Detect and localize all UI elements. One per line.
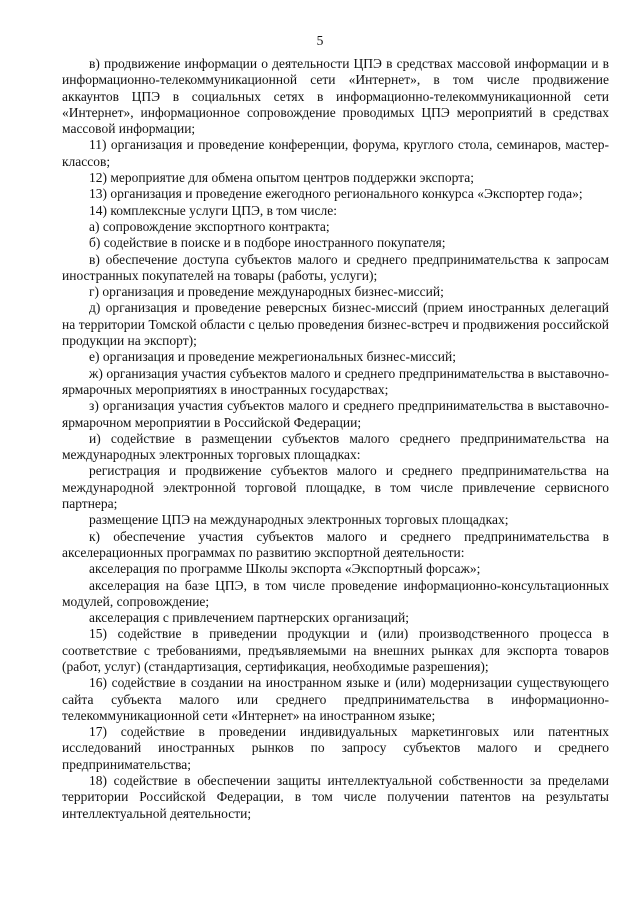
paragraph: д) организация и проведение реверсных бизнес-миссий (прием иностранных делегаций на территории Томской области с целью проведения бизнес-встреч и продвижения российской продукции на экспорт);	[62, 300, 609, 349]
paragraph: ж) организация участия субъектов малого и среднего предпринимательства в выставочно-ярмарочных мероприятиях в иностранных государствах;	[62, 365, 609, 397]
paragraph: акселерация с привлечением партнерских организаций;	[89, 610, 409, 626]
paragraph: 18) содействие в обеспечении защиты интеллектуальной собственности за пределами территории Российской Федерации, в том числе получении патентов на результаты интеллектуальной деятельности;	[62, 773, 609, 821]
paragraph: акселерация на базе ЦПЭ, в том числе проведение информационно-консультационных модулей, сопровождение;	[62, 577, 609, 609]
paragraph: размещение ЦПЭ на международных электронных торговых площадках;	[89, 512, 509, 528]
paragraph: з) организация участия субъектов малого и среднего предпринимательства в выставочно-ярмарочном мероприятии в Российской Федерации;	[62, 398, 609, 430]
paragraph: 15) содействие в приведении продукции и (или) производственного процесса в соответствие с требованиями, предъявляемыми на внешних рынках для экспорта товаров (работ, услуг) (стандартизация, сертификация, необходимые разрешения);	[62, 626, 609, 674]
paragraph: и) содействие в размещении субъектов малого среднего предпринимательства на международных электронных торговых площадках:	[62, 430, 609, 463]
page-number: 5	[316, 33, 324, 48]
paragraph: 16) содействие в создании на иностранном языке и (или) модернизации существующего сайта субъекта малого или среднего предпринимательства в информационно-телекоммуникационной сети «Интернет» на иностранном языке;	[62, 675, 609, 723]
paragraph: е) организация и проведение межрегиональных бизнес-миссий;	[89, 349, 456, 365]
document-body	[62, 56, 609, 822]
paragraph: а) сопровождение экспортного контракта;	[89, 218, 330, 234]
paragraph: б) содействие в поиске и в подборе иностранного покупателя;	[89, 235, 446, 251]
paragraph: в) продвижение информации о деятельности ЦПЭ в средствах массовой информации и в информационно-телекоммуникационной сети «Интернет», в том числе продвижение аккаунтов ЦПЭ в социальных сетях в информационно-телекоммуникационной сети «Интернет», информационное сопровождение проводимых ЦПЭ мероприятий в средствах массовой информации;	[62, 56, 609, 137]
paragraph: 17) содействие в проведении индивидуальных маркетинговых или патентных исследований иностранных рынков по запросу субъектов малого и среднего предпринимательства;	[62, 724, 609, 772]
paragraph: к) обеспечение участия субъектов малого и среднего предпринимательства в акселерационных программах по развитию экспортной деятельности:	[62, 528, 609, 560]
paragraph: регистрация и продвижение субъектов малого и среднего предпринимательства на международной электронной торговой площадке, в том числе привлечение сервисного партнера;	[62, 463, 609, 512]
paragraph: 11) организация и проведение конференции, форума, круглого стола, семинаров, мастер-классов;	[62, 137, 609, 169]
paragraph: в) обеспечение доступа субъектов малого и среднего предпринимательства к запросам иностранных покупателей на товары (работы, услуги);	[62, 251, 609, 283]
paragraph: 12) мероприятие для обмена опытом центров поддержки экспорта;	[89, 170, 474, 186]
paragraph: 14) комплексные услуги ЦПЭ, в том числе:	[89, 202, 338, 218]
paragraph: 13) организация и проведение ежегодного регионального конкурса «Экспортер года»;	[89, 186, 583, 202]
paragraph: акселерация по программе Школы экспорта «Экспортный форсаж»;	[89, 561, 481, 577]
paragraph: г) организация и проведение международных бизнес-миссий;	[89, 284, 444, 300]
